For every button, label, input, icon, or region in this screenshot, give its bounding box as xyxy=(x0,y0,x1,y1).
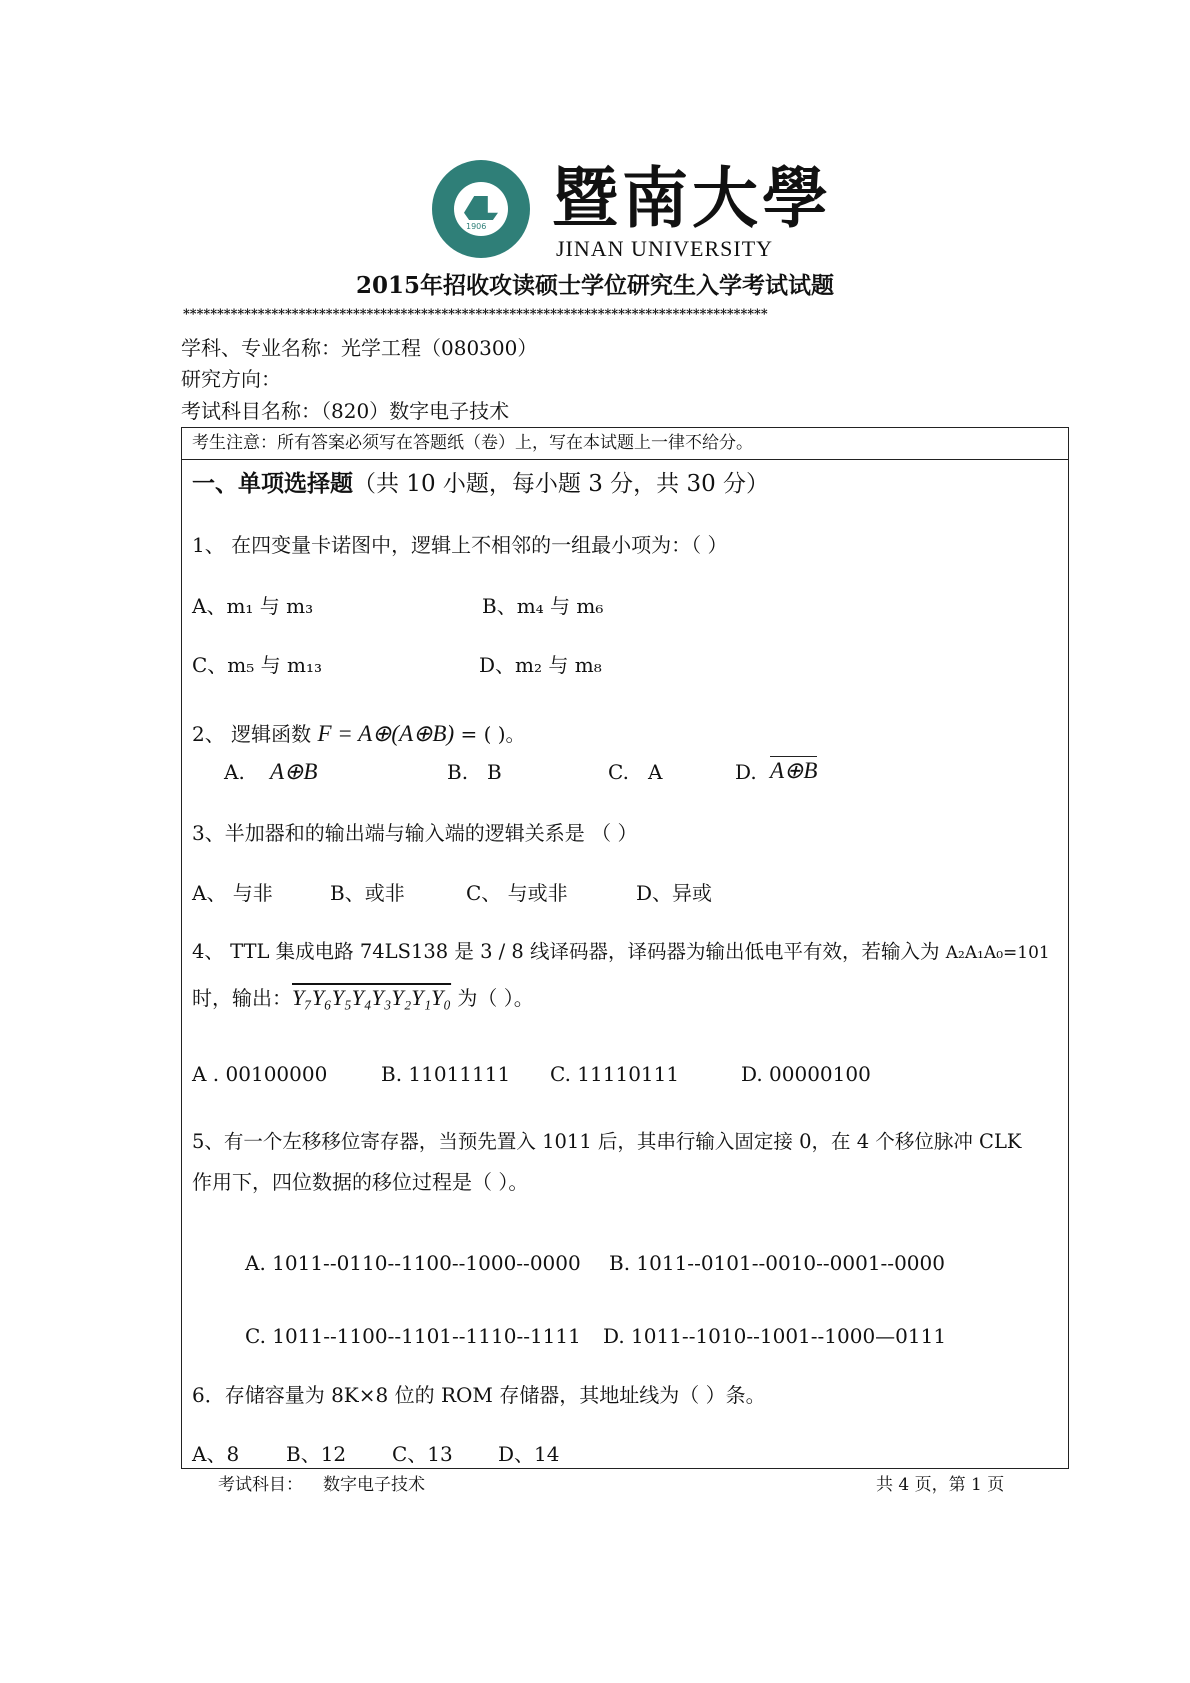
section-heading xyxy=(192,472,769,496)
q4-outputs: Y₇Y₆Y₅Y₄Y₃Y₂Y₁Y₀ xyxy=(292,985,452,1010)
q4-option-c: C. 11110111 xyxy=(550,1062,680,1086)
question-5-stem-line2: 作用下，四位数据的移位过程是（ ）。 xyxy=(192,1170,529,1194)
q6-option-b: B、12 xyxy=(286,1442,347,1466)
q4-option-d: D. 00000100 xyxy=(741,1062,871,1086)
question-4-line2 xyxy=(192,987,534,1009)
notice: 考生注意：所有答案必须写在答题纸（卷）上，写在本试题上一律不给分。 xyxy=(192,433,753,453)
q2-option-b-label: B. xyxy=(447,760,469,784)
footer-subject: 数字电子技术 xyxy=(323,1475,425,1495)
question-6-stem: 6．存储容量为 8K×8 位的 ROM 存储器，其地址线为（ ）条。 xyxy=(192,1383,766,1407)
q4-option-b: B. 11011111 xyxy=(381,1062,511,1086)
q6-option-a: A、8 xyxy=(192,1442,240,1466)
q2-option-c: A xyxy=(648,760,663,784)
q4-line2-prefix: 时，输出： xyxy=(192,986,292,1010)
section-heading-rest: （共 10 小题，每小题 3 分，共 30 分） xyxy=(353,471,770,497)
notice-divider xyxy=(181,459,1069,460)
q5-option-c: C. 1011--1100--1101--1110--1111 xyxy=(245,1324,581,1348)
q4-stem-text: 4、 TTL 集成电路 74LS138 是 3 / 8 线译码器，译码器为输出低电平有效，若输入为 xyxy=(192,940,946,963)
question-2-stem xyxy=(192,722,526,745)
q3-option-c: C、 与或非 xyxy=(466,881,568,905)
q2-option-c-label: C. xyxy=(608,760,629,784)
q1-option-c: C、m₅ 与 m₁₃ xyxy=(192,653,322,677)
q2-suffix: = ( )。 xyxy=(454,722,526,746)
q2-option-d: A⊕B xyxy=(770,758,818,783)
q4-option-a: A . 00100000 xyxy=(192,1062,328,1086)
q4-line2-suffix: 为（ ）。 xyxy=(451,986,534,1010)
q1-option-b: B、m₄ 与 m₆ xyxy=(482,594,604,618)
university-name-en: JINAN UNIVERSITY xyxy=(556,236,774,261)
question-3-stem: 3、半加器和的输出端与输入端的逻辑关系是 （ ） xyxy=(192,821,638,845)
q3-option-a: A、 与非 xyxy=(192,881,273,905)
question-1-stem: 1、 在四变量卡诺图中，逻辑上不相邻的一组最小项为：（ ） xyxy=(192,533,728,557)
section-heading-bold: 一、单项选择题 xyxy=(192,470,353,497)
q5-option-b: B. 1011--0101--0010--0001--0000 xyxy=(609,1251,945,1275)
subject-line: 考试科目名称：（820）数字电子技术 xyxy=(181,399,510,423)
q2-option-b: B xyxy=(487,760,502,784)
q3-option-b: B、或非 xyxy=(330,881,405,905)
star-divider: ************************************************************************************** xyxy=(183,308,768,321)
q3-option-d: D、异或 xyxy=(636,881,713,905)
university-seal-logo: 1906 xyxy=(432,160,530,258)
question-4-stem xyxy=(192,942,1050,962)
q2-formula: F = A⊕(A⊕B) xyxy=(317,721,455,746)
q4-input: A₂A₁A₀=101 xyxy=(945,943,1050,963)
q6-option-c: C、13 xyxy=(392,1442,453,1466)
q2-option-a: A⊕B xyxy=(270,759,318,784)
q1-option-d: D、m₂ 与 m₈ xyxy=(479,653,602,677)
question-5-stem: 5、有一个左移移位寄存器，当预先置入 1011 后，其串行输入固定接 0，在 4 个移位脉冲 CLK xyxy=(192,1130,1022,1153)
exam-title: 2015年招收攻读硕士学位研究生入学考试试题 xyxy=(355,272,834,299)
q1-option-a: A、m₁ 与 m₃ xyxy=(192,594,314,618)
footer-page-count: 共 4 页，第 1 页 xyxy=(876,1475,1005,1495)
q5-option-a: A. 1011--0110--1100--1000--0000 xyxy=(245,1251,581,1275)
q6-option-d: D、14 xyxy=(498,1442,560,1466)
direction-line: 研究方向： xyxy=(181,367,281,391)
footer-subject-label: 考试科目： xyxy=(218,1475,303,1495)
q2-option-a-label: A. xyxy=(224,760,245,784)
q5-option-d: D. 1011--1010--1001--1000—0111 xyxy=(603,1324,947,1348)
q2-prefix: 2、 逻辑函数 xyxy=(192,722,318,746)
university-name-cn: 暨南大學 xyxy=(552,159,832,237)
major-line: 学科、专业名称：光学工程（080300） xyxy=(181,336,538,360)
q2-option-d-label: D. xyxy=(735,760,757,784)
